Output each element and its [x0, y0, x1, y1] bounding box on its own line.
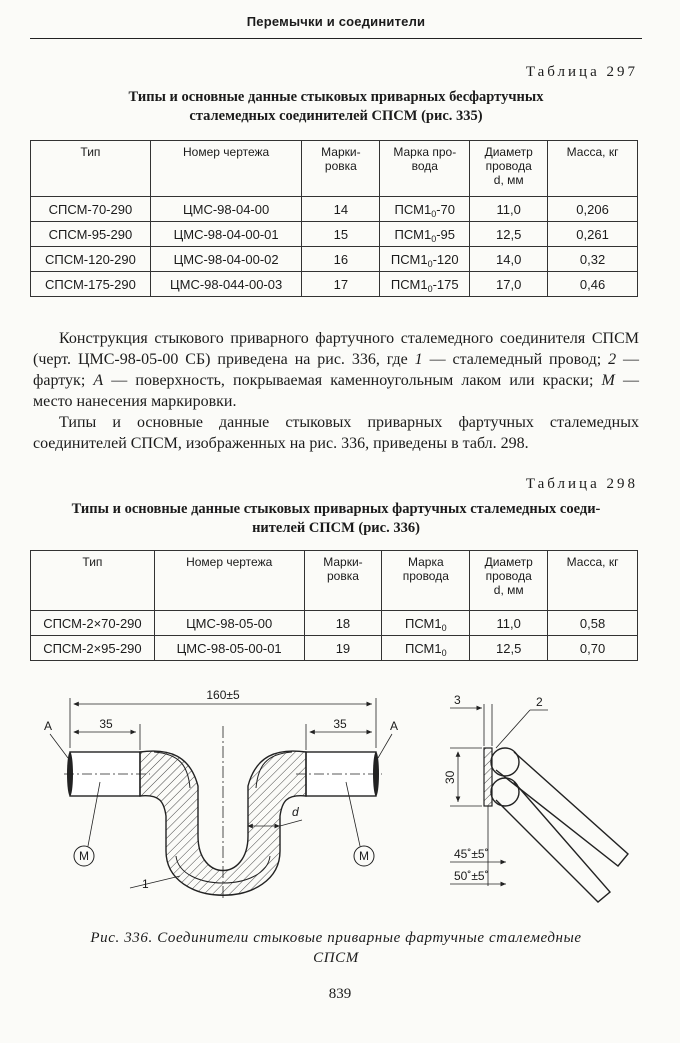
cell-marking: 18 [304, 611, 382, 636]
cell-marking: 17 [302, 272, 380, 297]
label-m-right: М [359, 849, 369, 863]
label-m-left: М [79, 849, 89, 863]
table-298-caption-line-1: Типы и основные данные стыковых приварных фартучных сталемедных соеди- [71, 501, 601, 517]
cell-marking: 19 [304, 636, 382, 661]
side-dim-3: 3 [454, 693, 461, 707]
cell-marking: 14 [302, 197, 380, 222]
paragraph-1-italic: 1 [414, 351, 423, 368]
wire-grade-suffix: -120 [432, 251, 459, 267]
cell-type: СПСМ-2×95-290 [31, 636, 155, 661]
figure-336 [30, 686, 642, 918]
side-dim-30: 30 [443, 770, 457, 784]
cell-drawing: ЦМС-98-05-00 [154, 611, 304, 636]
cell-diameter: 12,5 [470, 636, 548, 661]
cell-wire [382, 611, 470, 636]
wire-grade-suffix: -70 [436, 201, 455, 217]
dim-left-label: 35 [99, 717, 113, 731]
paragraph-2: Типы и основные данные стыковых приварных фартучных сталемедных соединителей СПСМ, изображенных на рис. 336, приведены в табл. 298. [33, 414, 639, 452]
table-297-caption-line-2: сталемедных соединителей СПСМ (рис. 335) [189, 108, 483, 124]
cell-mass: 0,261 [548, 222, 638, 247]
cell-wire [380, 272, 470, 297]
paragraph-1-part: — место нанесения маркировки. [33, 372, 639, 410]
paragraph-1 [33, 328, 639, 412]
table-298-caption-line-2: нителей СПСМ (рис. 336) [252, 520, 420, 536]
col-head-diameter-2: провода [485, 569, 532, 583]
table-297-header-row [31, 141, 638, 197]
table-row [31, 197, 638, 222]
header-rule [30, 38, 642, 39]
wire-side-lower [496, 782, 610, 902]
angle-50-label: 50˚±5˚ [454, 869, 489, 883]
cell-drawing: ЦМС-98-04-00 [150, 197, 302, 222]
col-head-diameter-1: Диаметр [484, 145, 533, 159]
wire-grade: ПСМ1 [394, 226, 432, 242]
cell-drawing: ЦМС-98-044-00-03 [150, 272, 302, 297]
wire-grade-sub: 0 [427, 258, 433, 269]
table-row [31, 222, 638, 247]
table-297-caption [30, 88, 642, 126]
table-298-caption [30, 500, 642, 538]
cell-mass: 0,58 [548, 611, 638, 636]
col-head-marking [304, 551, 382, 611]
figure-caption-line-1: Рис. 336. Соединители стыковые приварные фартучные сталемедные [90, 930, 582, 946]
dim-right-label: 35 [333, 717, 347, 731]
cell-type: СПСМ-95-290 [31, 222, 151, 247]
table-row [31, 611, 638, 636]
cell-diameter: 11,0 [470, 197, 548, 222]
wire-grade-sub: 0 [431, 233, 437, 244]
col-head-marking-1: Марки- [323, 555, 363, 569]
dim-total-label: 160±5 [206, 688, 240, 702]
wire-grade: ПСМ1 [404, 640, 442, 656]
paragraph-1-italic: 2 [608, 351, 617, 368]
paragraph-1-part: — фартук; [33, 351, 640, 389]
col-head-diameter-3: d, мм [493, 583, 524, 597]
cell-diameter: 11,0 [470, 611, 548, 636]
table-row [31, 636, 638, 661]
cell-wire [380, 247, 470, 272]
wire-grade: ПСМ1 [404, 615, 442, 631]
right-wire-end [373, 752, 379, 796]
cell-type: СПСМ-2×70-290 [31, 611, 155, 636]
left-wire-end [67, 752, 73, 796]
wire-grade-sub: 0 [431, 208, 437, 219]
figure-caption-line-2: СПСМ [313, 950, 359, 966]
col-head-type: Тип [31, 141, 151, 197]
wire-grade-sub: 0 [427, 283, 433, 294]
cell-diameter: 17,0 [470, 272, 548, 297]
col-head-mass: Масса, кг [548, 141, 638, 197]
wire-grade: ПСМ1 [390, 276, 428, 292]
cell-drawing: ЦМС-98-05-00-01 [154, 636, 304, 661]
col-head-marking [302, 141, 380, 197]
wire-grade: ПСМ1 [394, 201, 432, 217]
col-head-type: Тип [31, 551, 155, 611]
label-a-left: А [44, 719, 53, 733]
cell-diameter: 12,5 [470, 222, 548, 247]
table-row [31, 272, 638, 297]
figure-caption [30, 928, 642, 968]
apron-plate [484, 748, 492, 806]
cell-wire [380, 222, 470, 247]
cell-wire [382, 636, 470, 661]
table-298-number: Таблица 298 [525, 476, 638, 492]
side-dim-2: 2 [536, 695, 543, 709]
col-head-diameter-2: провода [485, 159, 532, 173]
cell-type: СПСМ-175-290 [31, 272, 151, 297]
col-head-wire [380, 141, 470, 197]
col-head-drawing: Номер чертежа [150, 141, 302, 197]
col-head-wire [382, 551, 470, 611]
table-297-number: Таблица 297 [525, 64, 638, 80]
table-row [31, 247, 638, 272]
wire-side-upper [496, 752, 628, 866]
col-head-diameter [470, 551, 548, 611]
label-d: d [292, 805, 299, 819]
cell-mass: 0,206 [548, 197, 638, 222]
col-head-wire-2: вода [411, 159, 438, 173]
connector-main-view [44, 688, 398, 900]
cell-marking: 15 [302, 222, 380, 247]
running-title: Перемычки и соединители [246, 14, 426, 29]
cell-mass: 0,70 [548, 636, 638, 661]
cell-type: СПСМ-120-290 [31, 247, 151, 272]
wire-grade-sub: 0 [441, 622, 447, 633]
table-298-header-row [31, 551, 638, 611]
cell-type: СПСМ-70-290 [31, 197, 151, 222]
cell-drawing: ЦМС-98-04-00-02 [150, 247, 302, 272]
label-part-1: 1 [142, 877, 149, 891]
cell-marking: 16 [302, 247, 380, 272]
paragraph-1-part: — поверхность, покрываемая каменноугольным лаком или краски; [103, 372, 602, 389]
cell-wire [380, 197, 470, 222]
col-head-mass: Масса, кг [548, 551, 638, 611]
col-head-wire-1: Марка про- [393, 145, 457, 159]
col-head-diameter [470, 141, 548, 197]
col-head-wire-2: провода [402, 569, 449, 583]
cell-mass: 0,46 [548, 272, 638, 297]
col-head-marking-1: Марки- [321, 145, 361, 159]
wire-grade: ПСМ1 [390, 251, 428, 267]
col-head-diameter-3: d, мм [493, 173, 524, 187]
table-297 [30, 140, 638, 297]
table-297-caption-line-1: Типы и основные данные стыковых приварных бесфартучных [128, 89, 544, 105]
paragraph-1-italic: М [601, 372, 615, 389]
label-a-right: А [390, 719, 399, 733]
wire-grade-suffix: -95 [436, 226, 455, 242]
paragraph-1-part: — сталемедный провод; [422, 351, 609, 368]
col-head-marking-2: ровка [324, 159, 357, 173]
page-number: 839 [328, 986, 352, 1002]
col-head-wire-1: Марка [407, 555, 444, 569]
col-head-drawing: Номер чертежа [154, 551, 304, 611]
cell-diameter: 14,0 [470, 247, 548, 272]
paragraph-1-part: Конструкция стыкового приварного фартучного сталемедного соединителя СПСМ (черт. ЦМС-98-05-00 СБ) приведена на рис. 336, где [33, 330, 639, 368]
wire-grade-sub: 0 [441, 647, 447, 658]
col-head-marking-2: ровка [326, 569, 359, 583]
table-298 [30, 550, 638, 661]
angle-45-label: 45˚±5˚ [454, 847, 489, 861]
cell-mass: 0,32 [548, 247, 638, 272]
col-head-diameter-1: Диаметр [484, 555, 533, 569]
cell-drawing: ЦМС-98-04-00-01 [150, 222, 302, 247]
wire-grade-suffix: -175 [432, 276, 459, 292]
paragraph-1-italic: А [93, 372, 104, 389]
connector-side-view [443, 693, 628, 902]
